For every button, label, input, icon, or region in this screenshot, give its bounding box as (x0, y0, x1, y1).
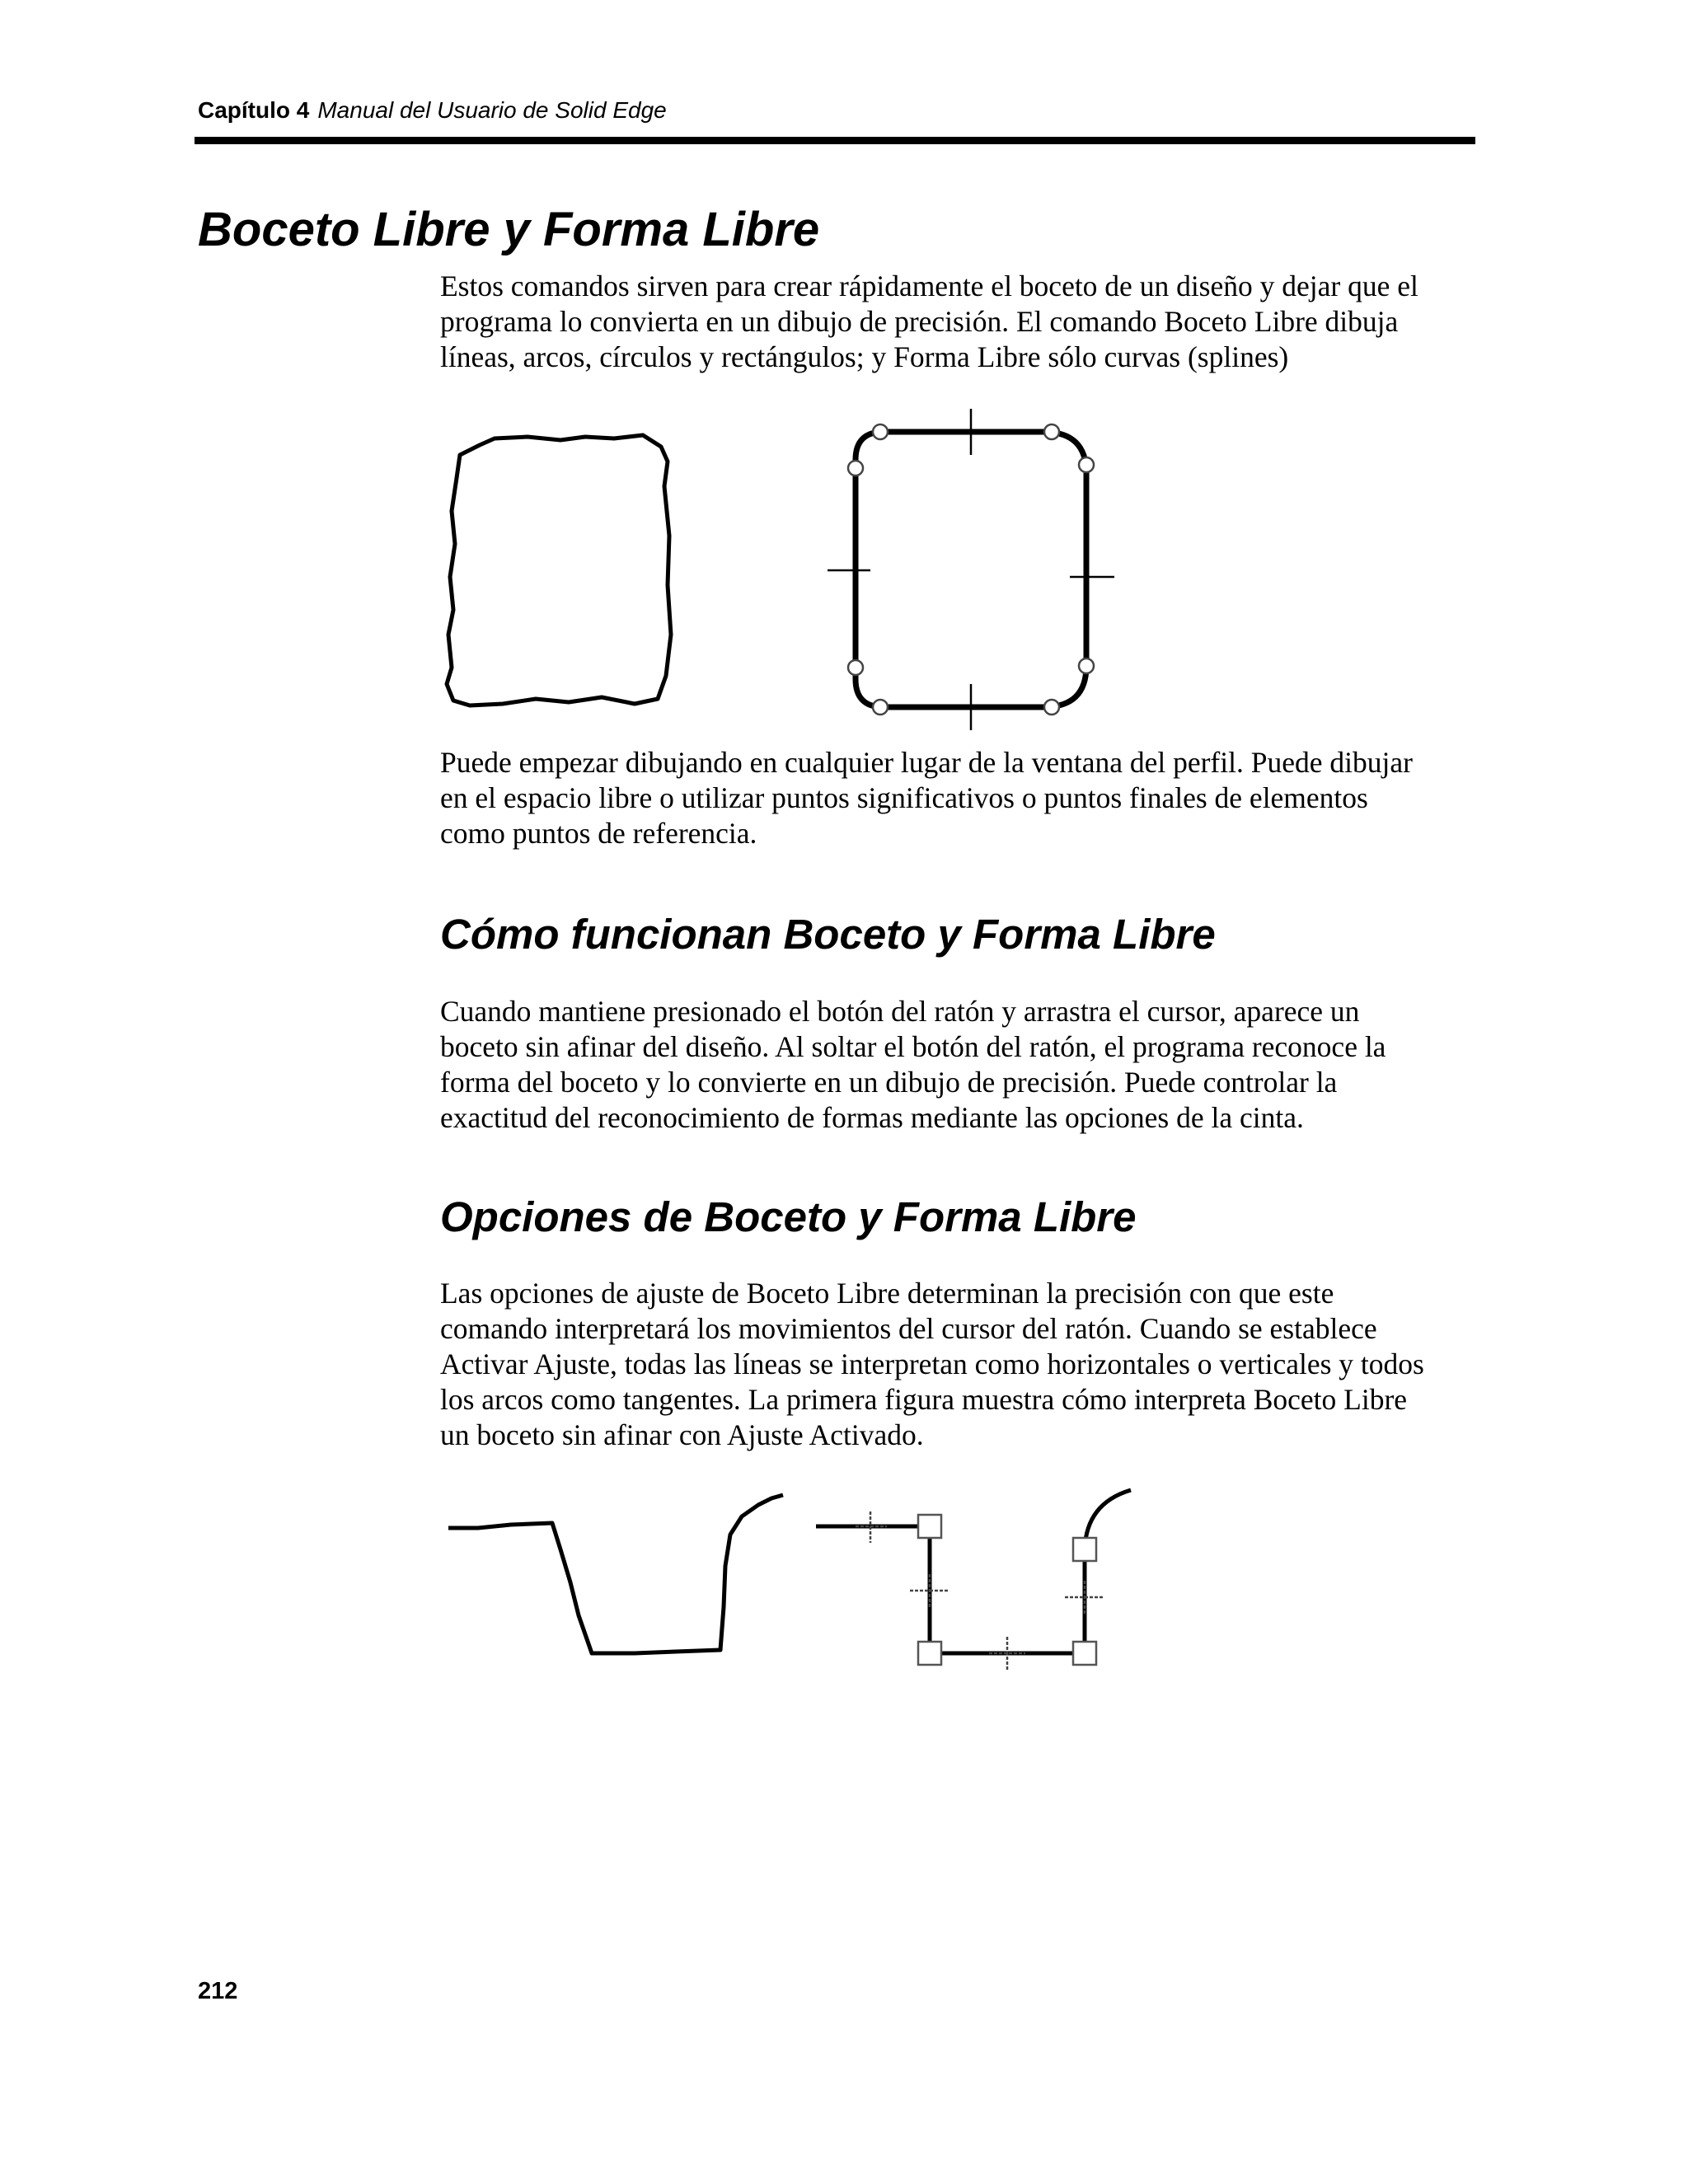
paragraph-line: Puede empezar dibujando en cualquier lugar de la ventana del perfil. Puede dibujar (440, 746, 1413, 779)
page-title: Boceto Libre y Forma Libre (198, 203, 820, 256)
section-heading-options: Opciones de Boceto y Forma Libre (440, 1193, 1137, 1240)
rough-rectangle-sketch (437, 420, 684, 717)
paragraph-line: Cuando mantiene presionado el botón del ratón y arrastra el cursor, aparece un (440, 995, 1360, 1028)
tangent-marker (873, 424, 888, 439)
tangent-marker (1044, 424, 1059, 439)
intro-paragraph (440, 269, 1479, 375)
connect-marker (1073, 1642, 1096, 1665)
midpoint-markers (828, 409, 1114, 730)
connect-marker (918, 1515, 941, 1538)
header-rule (195, 137, 1475, 144)
tangent-marker (848, 461, 863, 476)
snapped-profile-stroke (816, 1490, 1131, 1653)
tangent-point-markers (848, 424, 1094, 715)
paragraph-line: forma del boceto y lo convierte en un dibujo de precisión. Puede controlar la (440, 1066, 1338, 1099)
tangent-marker (1079, 658, 1094, 673)
rough-profile-sketch (445, 1483, 791, 1673)
page-number: 212 (198, 1978, 238, 2004)
intro-line: programa lo convierta en un dibujo de precisión. El comando Boceto Libre dibuja (440, 305, 1399, 338)
precise-outline (856, 432, 1086, 707)
paragraph-line: Activar Ajuste, todas las líneas se interpretan como horizontales o verticales y todos (440, 1347, 1424, 1380)
section2-paragraph (440, 1276, 1479, 1453)
tangent-marker (1044, 700, 1059, 715)
precise-rectangle-result (821, 404, 1128, 733)
tangent-marker (848, 660, 863, 675)
rough-profile-stroke (448, 1495, 783, 1653)
section-heading-how-it-works: Cómo funcionan Boceto y Forma Libre (440, 911, 1216, 958)
paragraph-line: un boceto sin afinar con Ajuste Activado. (440, 1418, 924, 1451)
tangent-marker (1079, 457, 1094, 472)
intro-line: Estos comandos sirven para crear rápidamente el boceto de un diseño y dejar que el (440, 269, 1418, 302)
running-header (198, 97, 667, 124)
intro-line: líneas, arcos, círculos y rectángulos; y Forma Libre sólo curvas (splines) (440, 340, 1289, 373)
paragraph-line: en el espacio libre o utilizar puntos significativos o puntos finales de elementos (440, 781, 1368, 814)
paragraph-line: los arcos como tangentes. La primera figura muestra cómo interpreta Boceto Libre (440, 1383, 1408, 1416)
chapter-label: Capítulo 4 (198, 97, 310, 123)
connect-marker (1073, 1538, 1096, 1561)
midpoint-crosses (856, 1511, 1104, 1670)
tangent-marker (873, 700, 888, 715)
snapped-profile-result (813, 1475, 1142, 1681)
paragraph-line: como puntos de referencia. (440, 817, 757, 850)
connect-marker (918, 1642, 941, 1665)
paragraph-line: exactitud del reconocimiento de formas mediante las opciones de la cinta. (440, 1101, 1304, 1134)
paragraph-line: Las opciones de ajuste de Boceto Libre determinan la precisión con que este (440, 1277, 1334, 1310)
paragraph-line: comando interpretará los movimientos del cursor del ratón. Cuando se establece (440, 1312, 1377, 1345)
rough-sketch-stroke (447, 435, 671, 705)
paragraph-2 (440, 745, 1479, 851)
paragraph-line: boceto sin afinar del diseño. Al soltar el botón del ratón, el programa reconoce la (440, 1030, 1386, 1063)
manual-title: Manual del Usuario de Solid Edge (317, 97, 667, 123)
section1-paragraph (440, 994, 1479, 1136)
